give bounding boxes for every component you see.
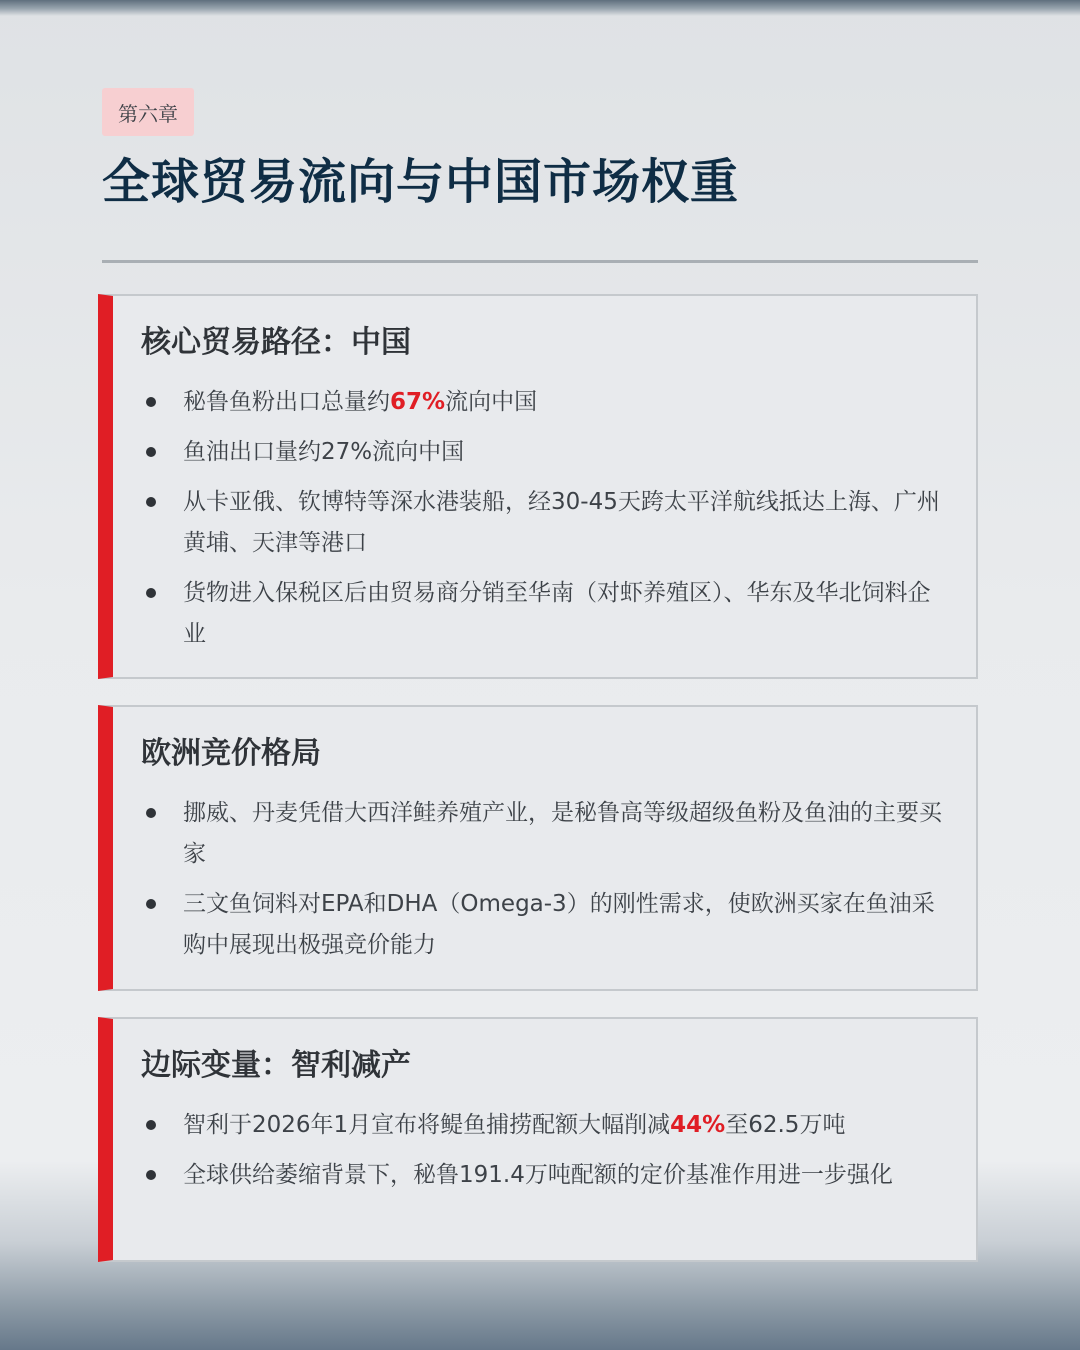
chapter-badge: 第六章 — [102, 88, 194, 136]
bullet-dot-icon — [146, 1170, 156, 1180]
highlight-value: 44% — [670, 1112, 726, 1138]
top-gradient-strip — [0, 0, 1080, 16]
bullet-dot-icon — [146, 397, 156, 407]
highlight-value: 67% — [390, 389, 446, 415]
bullet-item — [113, 573, 953, 655]
bullet-item — [113, 1155, 953, 1196]
bullet-item — [113, 1105, 953, 1146]
bullet-dot-icon — [146, 447, 156, 457]
bullet-text: 秘鲁鱼粉出口总量约 — [183, 389, 390, 415]
bullet-dot-icon — [146, 497, 156, 507]
section-card-chile-cut — [98, 1017, 978, 1262]
bullet-item — [113, 884, 953, 966]
bullet-text-tail: 至62.5万吨 — [725, 1112, 846, 1138]
bullet-text-tail: 流向中国 — [445, 389, 538, 415]
bullet-list — [113, 1105, 953, 1205]
bullet-text: 智利于2026年1月宣布将鳀鱼捕捞配额大幅削减 — [183, 1112, 671, 1138]
section-card-europe-bidding — [98, 705, 978, 991]
bullet-item — [113, 793, 953, 875]
section-title: 欧洲竞价格局 — [141, 736, 321, 771]
bullet-list — [113, 793, 953, 975]
bullet-dot-icon — [146, 808, 156, 818]
section-title: 边际变量：智利减产 — [141, 1048, 411, 1083]
bullet-item — [113, 432, 953, 473]
bullet-item — [113, 482, 953, 564]
title-divider — [102, 260, 978, 263]
bullet-text: 三文鱼饲料对EPA和DHA（Omega-3）的刚性需求，使欧洲买家在鱼油采购中展现出极强竞价能力 — [183, 891, 935, 958]
bullet-text: 全球供给萎缩背景下，秘鲁191.4万吨配额的定价基准作用进一步强化 — [183, 1162, 893, 1188]
bullet-item — [113, 382, 953, 423]
bullet-text: 货物进入保税区后由贸易商分销至华南（对虾养殖区）、华东及华北饲料企业 — [183, 580, 931, 647]
bullet-dot-icon — [146, 1120, 156, 1130]
bullet-text: 从卡亚俄、钦博特等深水港装船，经30-45天跨太平洋航线抵达上海、广州黄埔、天津等港口 — [183, 489, 940, 556]
page-title: 全球贸易流向与中国市场权重 — [102, 154, 740, 210]
bullet-dot-icon — [146, 588, 156, 598]
section-card-china-route — [98, 294, 978, 679]
bullet-text: 挪威、丹麦凭借大西洋鲑养殖产业，是秘鲁高等级超级鱼粉及鱼油的主要买家 — [183, 800, 942, 867]
bullet-list — [113, 382, 953, 664]
bullet-text: 鱼油出口量约27%流向中国 — [183, 439, 465, 465]
bullet-dot-icon — [146, 899, 156, 909]
section-title: 核心贸易路径：中国 — [141, 325, 411, 360]
